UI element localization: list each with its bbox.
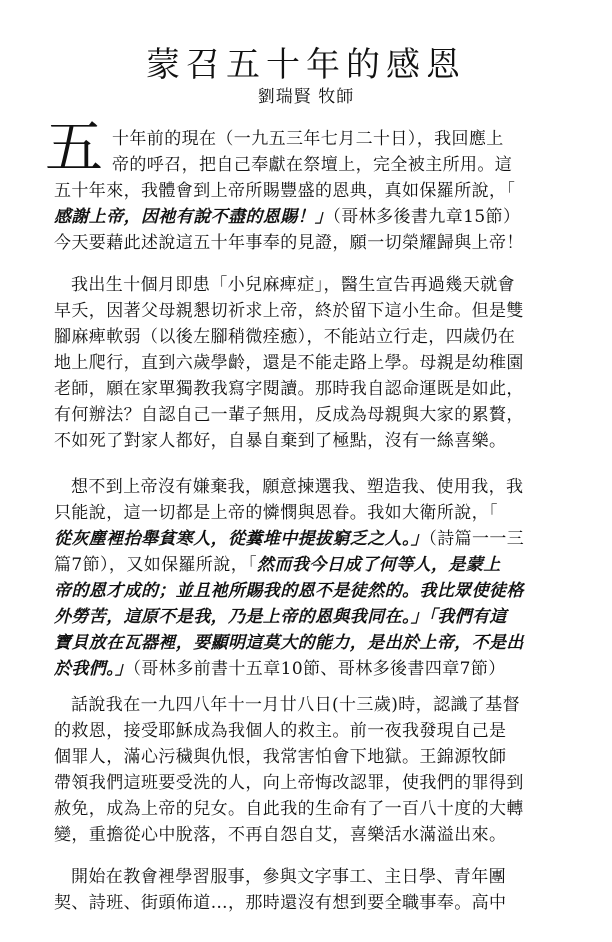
text-line: 地上爬行，直到六歲學齡，還是不能走路上學。母親是幼稚園 (54, 353, 524, 373)
text-line: 話說我在一九四八年十一月廿八日(十三歲)時，認識了基督 (71, 695, 521, 715)
text-line: 只能說，這一切都是上帝的憐憫與恩眷。我如大衛所說，「 (54, 503, 498, 523)
text-line: 今天要藉此述說這五十年事奉的見證，願一切榮耀歸與上帝！ (54, 233, 524, 253)
drop-cap: 五 (45, 113, 104, 181)
scripture-quote: 然而我今日成了何等人，是蒙上 (257, 555, 501, 575)
scripture-quote: 於我們。」 (54, 659, 133, 679)
text-line: 早夭，因著父母親懇切祈求上帝，終於留下這小生命。但是雙 (54, 301, 524, 321)
scripture-quote: 寶貝放在瓦器裡，要顯明這莫大的能力，是出於上帝，不是出 (54, 633, 524, 653)
scripture-reference: （詩篇一一三 (428, 529, 525, 549)
text-line: 想不到上帝沒有嫌棄我，願意揀選我、塑造我、使用我，我 (71, 477, 524, 497)
paragraph-5 (54, 864, 584, 916)
scripture-reference: （哥林多前書十五章10節、哥林多後書四章7節） (132, 659, 506, 679)
text-line: 變，重擔從心中脫落，不再自怨自艾，喜樂活水滿溢出來。 (54, 825, 507, 845)
page-title: 蒙召五十年的感恩 (146, 44, 466, 85)
text-line: 契、詩班、街頭佈道…，那時還沒有想到要全職事奉。高中 (54, 893, 507, 913)
author-line: 劉瑞賢 牧師 (257, 87, 355, 107)
text-line (54, 656, 584, 682)
text-line: 的救恩，接受耶穌成為我個人的救主。前一夜我發現自己是 (54, 721, 507, 741)
text-line: 赦免，成為上帝的兒女。自此我的生命有了一百八十度的大轉 (54, 799, 524, 819)
text-line: 個罪人，滿心污穢與仇恨，我常害怕會下地獄。王錦源牧師 (54, 747, 507, 767)
text-line (54, 578, 584, 604)
text-line: 篇7節），又如保羅所說，「然而我今日成了何等人，是蒙上 (54, 555, 501, 575)
text-line: 帶領我們這班要受洗的人，向上帝悔改認罪，使我們的罪得到 (54, 773, 524, 793)
scripture-reference: （哥林多後書九章15節） (332, 207, 521, 227)
paragraph-3 (54, 474, 584, 682)
text-line: 帝的呼召，把自己奉獻在祭壇上，完全被主所用。這 (112, 155, 513, 175)
scripture-quote: 外勞苦，這原不是我，乃是上帝的恩與我同在。」「我們有這 (54, 607, 507, 627)
text-line: 不如死了對家人都好，自暴自棄到了極點，沒有一絲喜樂。 (54, 431, 507, 451)
text-line: 腳麻痺軟弱（以後左腳稍微痊癒），不能站立行走，四歲仍在 (54, 327, 516, 347)
text-line: 五十年來，我體會到上帝所賜豐盛的恩典，真如保羅所說，「 (54, 181, 516, 201)
scripture-quote: 從灰塵裡抬舉貧寒人，從糞堆中提拔窮乏之人。」 (54, 529, 429, 549)
text-line (54, 630, 584, 656)
text-line: 我出生十個月即患「小兒麻痺症」，醫生宣告再過幾天就會 (71, 275, 515, 295)
paragraph-2 (54, 272, 584, 454)
paragraph-1 (54, 126, 584, 256)
text-line (54, 526, 584, 552)
text-line (54, 604, 584, 630)
text-line (54, 204, 584, 230)
text-line: 老師，願在家單獨教我寫字閱讀。那時我自認命運既是如此， (54, 379, 524, 399)
paragraph-4 (54, 692, 584, 848)
text-line: 十年前的現在（一九五三年七月二十日），我回應上 (112, 129, 504, 149)
text-line: 開始在教會裡學習服事，參與文字事工、主日學、青年團 (71, 867, 506, 887)
scripture-quote: 帝的恩才成的；並且祂所賜我的恩不是徒然的。我比眾使徒格 (54, 581, 524, 601)
scripture-quote: 感謝上帝，因祂有說不盡的恩賜！」 (54, 207, 333, 227)
text-line: 有何辦法？自認自己一輩子無用，反成為母親與大家的累贅， (54, 405, 524, 425)
